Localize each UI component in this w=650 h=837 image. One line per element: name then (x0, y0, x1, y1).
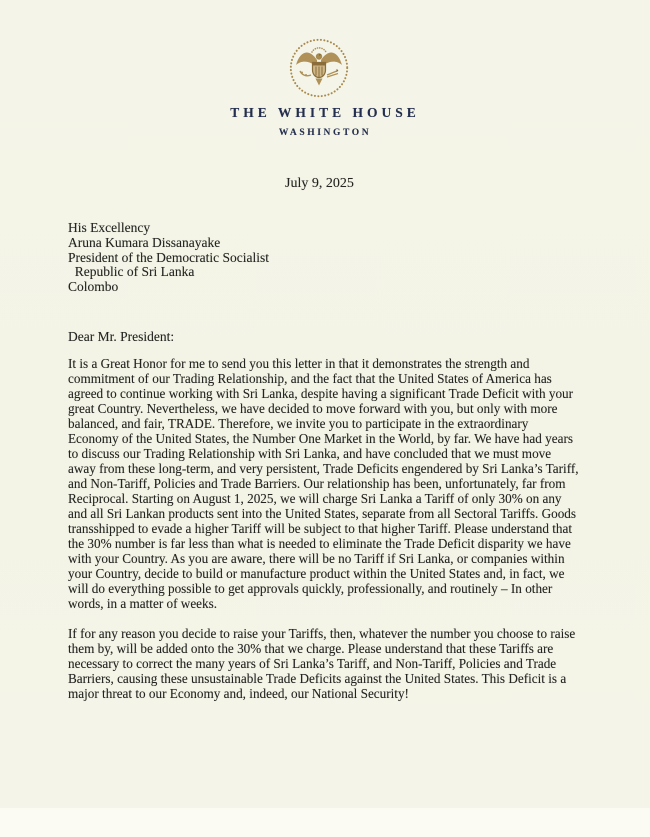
body-line: will do everything possible to get approvals quickly, professionally, and routinely – In other (68, 581, 553, 596)
body-line: them by, will be added onto the 30% that we charge. Please understand that these Tariffs are (68, 641, 554, 656)
body-line: necessary to correct the many years of Sri Lanka’s Tariff, and Non-Tariff, Policies and Trade (68, 656, 557, 671)
body-line: the 30% number is far less than what is needed to eliminate the Trade Deficit disparity we have (68, 536, 571, 551)
body-line: and Non-Tariff, Policies and Trade Barriers. Our relationship has been, unfortunately, far from (68, 476, 566, 491)
recipient-address (68, 221, 269, 295)
page-bottom-edge (0, 808, 650, 837)
body-line: If for any reason you decide to raise your Tariffs, then, whatever the number you choose to raise (68, 626, 576, 641)
salutation: Dear Mr. President: (68, 329, 175, 344)
body-line: balanced, and fair, TRADE. Therefore, we invite you to participate in the extraordinary (68, 416, 529, 431)
body-line: Reciprocal. Starting on August 1, 2025, we will charge Sri Lanka a Tariff of only 30% on any (68, 491, 562, 506)
letterhead-title: THE WHITE HOUSE (230, 105, 420, 120)
body-line: to discuss our Trading Relationship with Sri Lanka, and have concluded that we must move (68, 446, 552, 461)
body-line: great Country. Nevertheless, we have decided to move forward with you, but only with more (68, 401, 558, 416)
body-line: and all Sri Lankan products sent into the United States, separate from all Sectoral Tariffs. Goods (68, 506, 577, 521)
body-line: Barriers, causing these unsustainable Trade Deficits against the United States. This Deficit is a (68, 671, 567, 686)
body-paragraph-2 (68, 626, 575, 701)
recipient-line: His Excellency (68, 220, 151, 235)
letter-date: July 9, 2025 (285, 176, 354, 191)
body-line: It is a Great Honor for me to send you this letter in that it demonstrates the strength and (68, 356, 530, 371)
body-line: your Country, decide to build or manufacture product within the United States and, in fact, we (68, 566, 565, 581)
body-line: commitment of our Trading Relationship, and the fact that the United States of America has (68, 371, 552, 386)
body-line: with your Country. As you are aware, there will be no Tariff if Sri Lanka, or companies within (68, 551, 565, 566)
recipient-line: Aruna Kumara Dissanayake (68, 234, 221, 250)
body-line: Economy of the United States, the Number One Market in the World, by far. We have had years (68, 431, 573, 446)
body-line: agreed to continue working with Sri Lanka, despite having a significant Trade Deficit with your (68, 386, 574, 401)
recipient-line: Colombo (68, 279, 119, 295)
body-line: words, in a matter of weeks. (68, 596, 218, 611)
recipient-line: President of the Democratic Socialist (68, 249, 269, 265)
recipient-line: Republic of Sri Lanka (68, 264, 195, 280)
presidential-seal-icon (287, 36, 351, 100)
body-line: away from these long-term, and very persistent, Trade Deficits engendered by Sri Lanka’s Tariff, (68, 461, 579, 476)
letterhead-subtitle: WASHINGTON (278, 128, 372, 138)
body-paragraph-1 (68, 356, 579, 611)
body-line: major threat to our Economy and, indeed, our National Security! (68, 686, 409, 701)
body-line: transshipped to evade a higher Tariff will be subject to that higher Tariff. Please understand that (68, 521, 573, 536)
